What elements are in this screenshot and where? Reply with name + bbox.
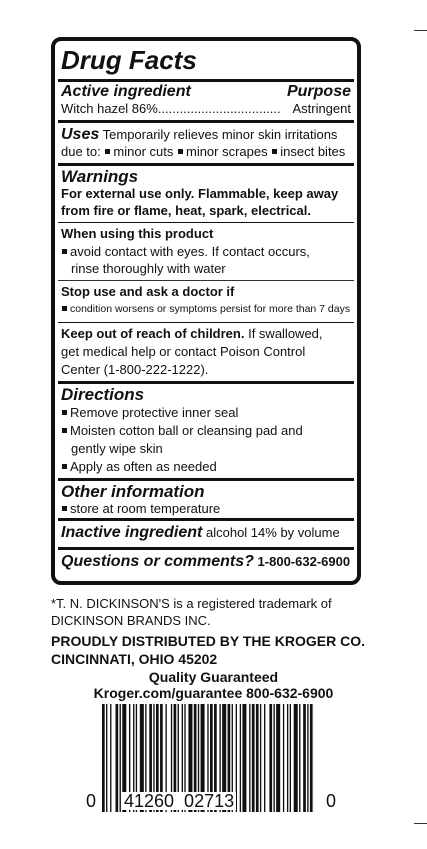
barcode-bar <box>106 704 107 812</box>
distributor-line1: PROUDLY DISTRIBUTED BY THE KROGER CO. <box>51 633 366 649</box>
uses-rule <box>58 163 354 166</box>
barcode-bar <box>110 704 111 812</box>
keep-out-heading: Keep out of reach of children. <box>61 326 245 341</box>
barcode-bar <box>102 704 105 812</box>
guarantee-line: Kroger.com/guarantee 800-632-6900 <box>93 685 334 701</box>
bullet-icon <box>62 249 67 254</box>
other-info-heading: Other information <box>61 482 205 501</box>
trademark-line1: *T. N. DICKINSON'S is a registered trademark of <box>51 596 332 611</box>
other-info-item: store at room temperature <box>70 501 221 516</box>
keep-out-line1 <box>61 327 323 340</box>
barcode-bar <box>240 704 241 812</box>
other-info-line <box>61 502 220 515</box>
barcode-bar <box>269 704 272 812</box>
warnings-line2: from fire or flame, heat, spark, electrical. <box>61 203 311 218</box>
active-rule <box>58 120 354 123</box>
barcode-bar <box>252 704 255 812</box>
barcode-bar <box>310 704 313 812</box>
barcode-bar <box>264 704 265 812</box>
barcode-digits: 41260 02713 <box>124 791 235 811</box>
barcode-bar <box>290 704 291 812</box>
uses-item: minor scrapes <box>185 144 268 159</box>
bullet-icon <box>178 149 183 154</box>
uses-text: Temporarily relieves minor skin irritations <box>102 127 338 142</box>
barcode-bar <box>120 704 121 812</box>
bullet-icon <box>62 410 67 415</box>
inactive-text: alcohol 14% by volume <box>206 525 340 540</box>
active-ingredient-value: Witch hazel 86% <box>61 101 158 116</box>
bullet-icon <box>62 464 67 469</box>
barcode-bar <box>116 704 119 812</box>
when-using-heading: When using this product <box>61 226 214 241</box>
uses-line1 <box>61 127 337 143</box>
crop-mark-top <box>414 30 427 31</box>
directions-heading: Directions <box>61 385 145 404</box>
active-ingredient-heading: Active ingredient <box>61 83 191 100</box>
bullet-icon <box>105 149 110 154</box>
warnings-rule <box>58 222 354 223</box>
barcode-bar <box>256 704 259 812</box>
barcode-bar <box>242 704 246 812</box>
barcode-bar <box>273 704 274 812</box>
when-using-rule <box>58 280 354 281</box>
uses-item: minor cuts <box>113 144 174 159</box>
questions-line <box>61 554 350 570</box>
directions-item <box>61 424 303 437</box>
barcode-bar <box>287 704 288 812</box>
keep-out-line3: Center (1-800-222-1222). <box>61 362 209 377</box>
stop-use-item: condition worsens or symptoms persist for more than 7 days <box>70 303 351 315</box>
warnings-heading: Warnings <box>61 167 139 186</box>
keep-out-text: If swallowed, <box>248 326 323 341</box>
bullet-icon <box>62 428 67 433</box>
when-using-line2: rinse thoroughly with water <box>71 261 226 276</box>
stop-use-rule <box>58 322 354 323</box>
inactive-rule <box>58 547 354 550</box>
barcode-left-digit: 0 <box>86 791 97 811</box>
uses-prefix: due to: <box>61 144 101 159</box>
barcode-bar <box>276 704 280 812</box>
uses-item: insect bites <box>280 144 346 159</box>
barcode-bar <box>283 704 284 812</box>
barcode-bar <box>299 704 300 812</box>
warnings-line1: For external use only. Flammable, keep away <box>61 186 339 201</box>
barcode-right-digit: 0 <box>326 791 337 811</box>
bullet-icon <box>62 306 67 311</box>
barcode-bar <box>249 704 250 812</box>
keep-out-rule <box>58 381 354 384</box>
active-ingredient-row <box>61 102 281 115</box>
inactive-heading: Inactive ingredient <box>61 524 203 541</box>
when-using-line1 <box>61 245 310 258</box>
stop-use-heading: Stop use and ask a doctor if <box>61 284 235 299</box>
crop-mark-bottom <box>414 823 427 824</box>
barcode-bar <box>307 704 308 812</box>
keep-out-line2: get medical help or contact Poison Control <box>61 344 306 359</box>
other-info-rule <box>58 518 354 521</box>
bullet-icon <box>62 506 67 511</box>
stop-use-line <box>61 304 350 315</box>
leader-dots: .................................. <box>157 101 281 116</box>
purpose-value: Astringent <box>292 101 351 116</box>
directions-item <box>61 460 217 473</box>
directions-text: Apply as often as needed <box>70 459 217 474</box>
guarantee-heading: Quality Guaranteed <box>148 669 279 685</box>
distributor-line2: CINCINNATI, OHIO 45202 <box>51 651 218 667</box>
uses-heading: Uses <box>61 126 100 143</box>
barcode-bar <box>260 704 261 812</box>
inactive-line <box>61 525 340 541</box>
directions-text: Remove protective inner seal <box>70 405 239 420</box>
directions-text: Moisten cotton ball or cleansing pad and <box>70 423 303 438</box>
questions-phone: 1-800-632-6900 <box>257 554 351 569</box>
questions-heading: Questions or comments? <box>61 553 254 570</box>
directions-item <box>61 406 238 419</box>
purpose-heading: Purpose <box>286 83 351 100</box>
uses-line2 <box>61 145 345 158</box>
directions-item-cont: gently wipe skin <box>71 441 163 456</box>
title-rule <box>58 79 354 82</box>
barcode-bar <box>303 704 306 812</box>
barcode-bar <box>294 704 298 812</box>
directions-rule <box>58 478 354 481</box>
drug-facts-title: Drug Facts <box>61 45 197 75</box>
trademark-line2: DICKINSON BRANDS INC. <box>51 613 211 628</box>
bullet-icon <box>272 149 277 154</box>
when-using-text: avoid contact with eyes. If contact occurs, <box>70 244 310 259</box>
drug-facts-panel <box>51 37 361 585</box>
